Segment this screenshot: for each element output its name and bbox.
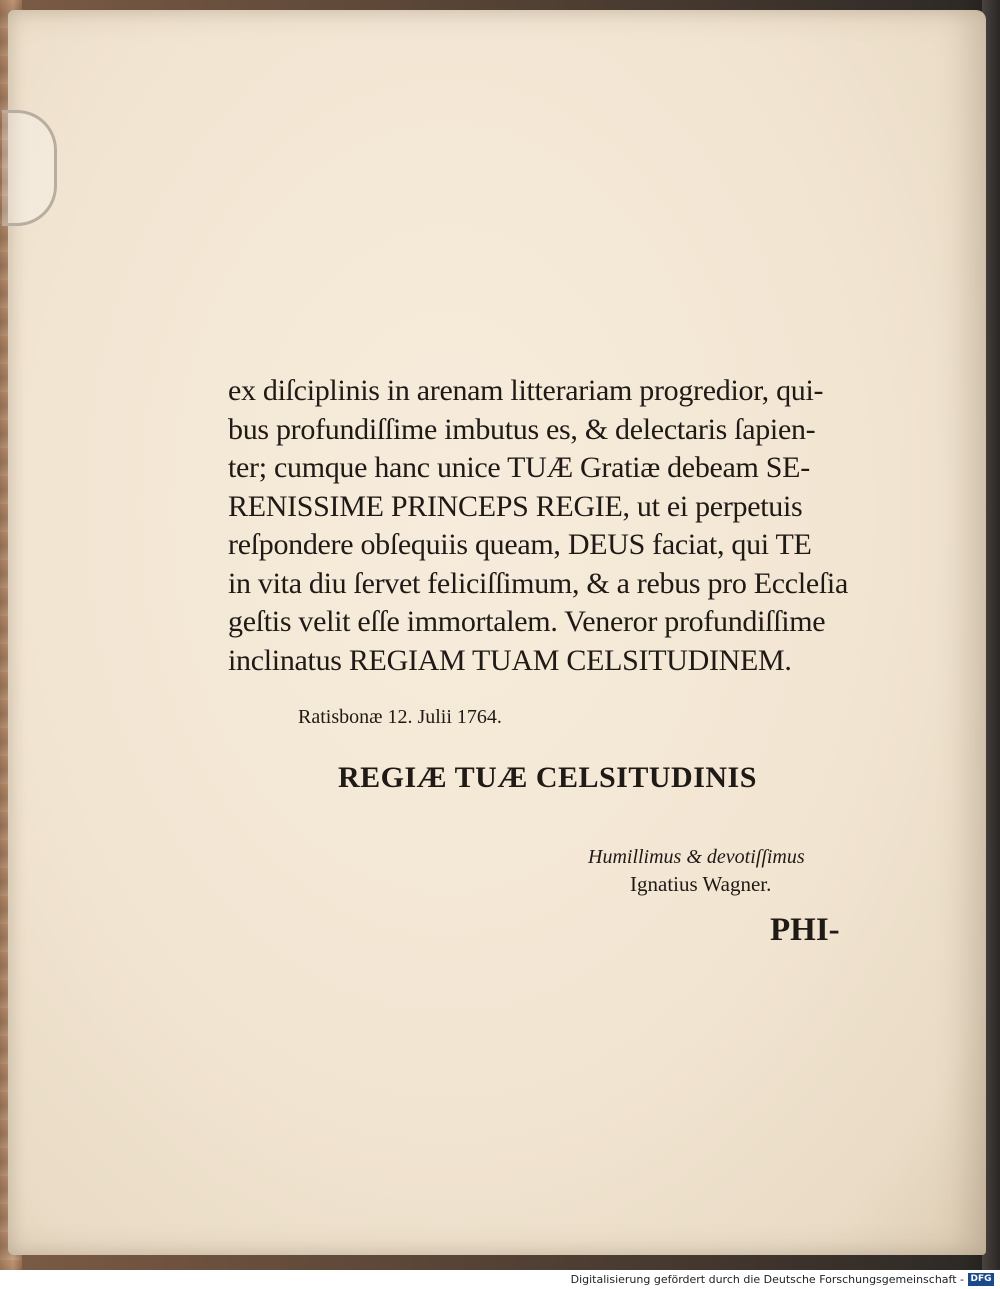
catchword: PHI-: [770, 912, 840, 948]
paragraph-line: bus profundiſſime imbutus es, & delectaris ſapien-: [228, 412, 816, 446]
signature-closing: Humillimus & devotiſſimus: [588, 846, 805, 868]
show-through-text: [210, 640, 970, 960]
paragraph-line: in vita diu ſervet feliciſſimum, & a rebus pro Eccleſia: [228, 566, 848, 600]
main-paragraph: [228, 372, 868, 680]
salutation: REGIÆ TUÆ CELSITUDINIS: [338, 761, 757, 794]
paragraph-line: RENISSIME PRINCEPS REGIE, ut ei perpetuis: [228, 489, 803, 523]
digitization-footer: [0, 1270, 1000, 1289]
paragraph-line: reſpondere obſequiis queam, DEUS faciat, qui TE: [228, 528, 812, 561]
paragraph-line: ter; cumque hanc unice TUÆ Gratiæ debeam SE-: [228, 451, 810, 484]
dfg-logo-icon: DFG: [968, 1273, 994, 1286]
paragraph-line: geſtis velit eſſe immortalem. Veneror profundiſſime: [228, 605, 826, 638]
footer-credit: Digitalisierung gefördert durch die Deutsche Forschungsgemeinschaft -: [570, 1273, 964, 1286]
signature-name: Ignatius Wagner.: [630, 872, 772, 896]
paragraph-line: inclinatus REGIAM TUAM CELSITUDINEM.: [228, 643, 792, 677]
dateline: Ratisbonæ 12. Julii 1764.: [298, 706, 502, 728]
paragraph-line: ex diſciplinis in arenam litterariam progredior, qui-: [228, 374, 824, 407]
page-clip: [2, 110, 57, 226]
